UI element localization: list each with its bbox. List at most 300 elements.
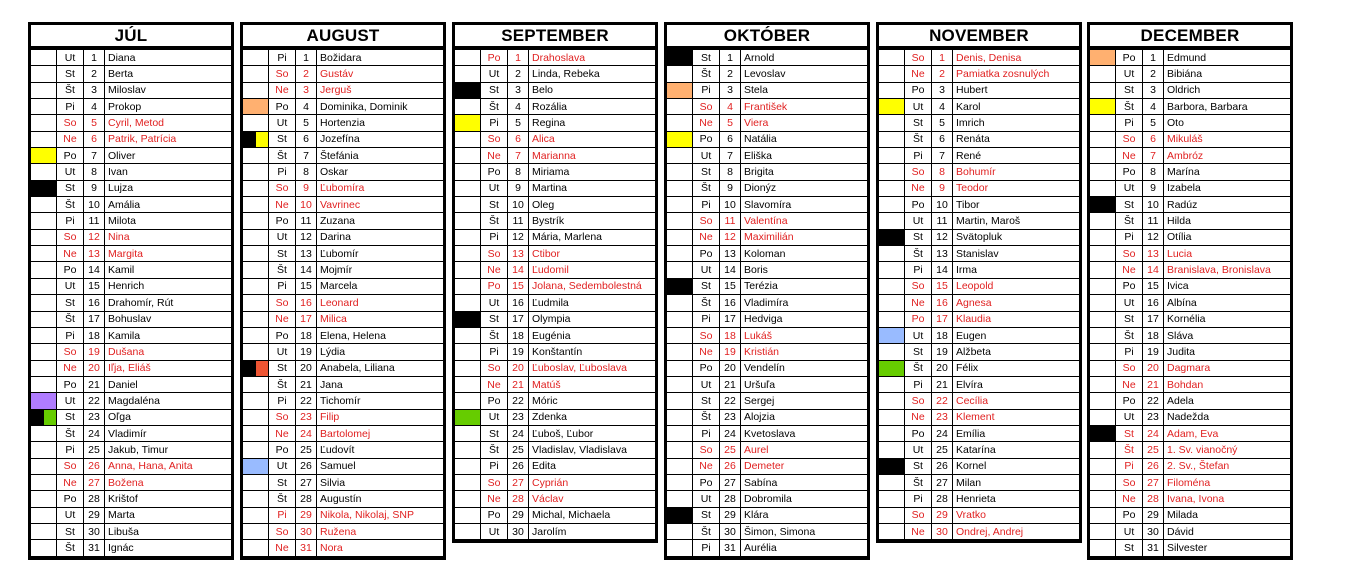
weekday: Ne [57,474,84,490]
day-number: 20 [1143,360,1164,376]
day-row [667,148,867,164]
month-days-table [31,49,231,557]
weekday: St [481,425,508,441]
day-number: 19 [1143,344,1164,360]
weekday: St [269,474,296,490]
nameday: Drahoslava [529,50,656,66]
nameday: Ľudmila [529,295,656,311]
day-row [31,115,231,131]
nameday: Klára [741,507,868,523]
nameday: Aurel [741,442,868,458]
nameday: Brigita [741,164,868,180]
day-row [667,540,867,556]
day-number: 4 [932,99,953,115]
weekday: Št [905,131,932,147]
nameday: Jana [317,376,444,392]
day-number: 25 [932,442,953,458]
day-row [243,540,443,556]
day-row [31,409,231,425]
month-2 [452,22,658,543]
day-number: 5 [296,115,317,131]
day-number: 10 [720,197,741,213]
nameday: Sergej [741,393,868,409]
day-row [667,213,867,229]
weekday: Ut [57,507,84,523]
nameday: Rozália [529,99,656,115]
day-number: 3 [720,82,741,98]
nameday: Uršuľa [741,376,868,392]
weekday: St [1116,425,1143,441]
nameday: Ivana, Ivona [1164,491,1291,507]
day-marker [879,148,905,164]
weekday: St [481,82,508,98]
day-row [1090,311,1290,327]
day-row [879,180,1079,196]
weekday: St [905,115,932,131]
day-number: 6 [1143,131,1164,147]
day-number: 7 [720,148,741,164]
day-marker [879,458,905,474]
day-row [31,523,231,539]
day-marker [455,99,481,115]
weekday: Ut [269,344,296,360]
nameday: Izabela [1164,180,1291,196]
weekday: Pi [693,540,720,556]
day-marker [879,66,905,82]
day-marker [667,409,693,425]
day-number: 2 [932,66,953,82]
day-number: 13 [296,246,317,262]
day-row [243,311,443,327]
day-row [1090,393,1290,409]
day-row [455,376,655,392]
weekday: Št [693,180,720,196]
day-number: 17 [1143,311,1164,327]
nameday: Cyprián [529,474,656,490]
nameday: Ľudomil [529,262,656,278]
day-marker [879,246,905,262]
marker-swatch [31,410,44,425]
nameday: Terézia [741,278,868,294]
weekday: Pi [481,115,508,131]
weekday: Ut [1116,180,1143,196]
day-marker [31,360,57,376]
day-row [455,327,655,343]
nameday: Vavrinec [317,197,444,213]
marker-swatch [667,83,692,98]
day-row [1090,213,1290,229]
weekday: Ne [269,197,296,213]
weekday: Po [1116,507,1143,523]
nameday: Belo [529,82,656,98]
day-number: 4 [508,99,529,115]
day-row [243,197,443,213]
day-number: 23 [720,409,741,425]
day-row [455,474,655,490]
day-number: 24 [84,425,105,441]
weekday: Pi [905,148,932,164]
nameday: Dominika, Dominik [317,99,444,115]
day-row [243,50,443,66]
day-row [1090,148,1290,164]
day-number: 3 [84,82,105,98]
day-marker [455,148,481,164]
day-row [31,442,231,458]
nameday: Nikola, Nikolaj, SNP [317,507,444,523]
day-number: 26 [932,458,953,474]
weekday: Po [57,148,84,164]
nameday: Oleg [529,197,656,213]
weekday: Ne [905,180,932,196]
day-marker [455,197,481,213]
day-marker [31,197,57,213]
weekday: Po [693,246,720,262]
weekday: Pi [269,50,296,66]
day-number: 19 [720,344,741,360]
day-number: 11 [84,213,105,229]
day-row [879,442,1079,458]
day-marker [455,164,481,180]
weekday: Po [481,164,508,180]
nameday: Jarolím [529,523,656,539]
day-marker [1090,278,1116,294]
nameday: Mikuláš [1164,131,1291,147]
day-marker [667,344,693,360]
weekday: Po [481,507,508,523]
day-row [1090,295,1290,311]
day-marker [667,425,693,441]
day-number: 27 [296,474,317,490]
day-number: 31 [84,540,105,556]
day-marker [667,311,693,327]
day-marker [455,278,481,294]
day-row [879,115,1079,131]
nameday: Tichomír [317,393,444,409]
nameday: Ľubomír [317,246,444,262]
day-marker [879,393,905,409]
day-number: 15 [296,278,317,294]
day-marker [667,148,693,164]
day-marker [31,409,57,425]
day-row [1090,344,1290,360]
weekday: Pi [693,425,720,441]
weekday: Št [481,213,508,229]
day-marker [243,148,269,164]
weekday: Št [57,197,84,213]
day-number: 26 [84,458,105,474]
weekday: St [57,523,84,539]
day-number: 14 [720,262,741,278]
day-number: 18 [1143,327,1164,343]
day-row [31,262,231,278]
day-marker [879,213,905,229]
day-number: 8 [296,164,317,180]
marker-swatch [879,328,904,343]
day-row [455,148,655,164]
day-marker [879,197,905,213]
marker-swatch [243,132,256,147]
day-marker [879,409,905,425]
marker-swatch [879,361,904,376]
day-marker [1090,229,1116,245]
day-marker [667,213,693,229]
day-marker [1090,50,1116,66]
day-row [1090,115,1290,131]
day-marker [243,442,269,458]
marker-swatch [667,132,692,147]
nameday: Leonard [317,295,444,311]
day-row [455,442,655,458]
day-marker [667,262,693,278]
nameday: Mojmír [317,262,444,278]
nameday: Renáta [953,131,1080,147]
weekday: St [1116,540,1143,556]
day-row [879,327,1079,343]
day-number: 14 [84,262,105,278]
day-marker [31,278,57,294]
day-row [31,360,231,376]
day-number: 30 [508,523,529,539]
day-marker [667,507,693,523]
day-marker [1090,409,1116,425]
marker-swatch [667,508,692,523]
nameday: Dobromila [741,491,868,507]
day-row [31,197,231,213]
day-row [243,115,443,131]
day-row [455,507,655,523]
day-number: 17 [84,311,105,327]
weekday: Pi [269,278,296,294]
nameday: Dušana [105,344,232,360]
nameday: Marína [1164,164,1291,180]
day-number: 22 [508,393,529,409]
nameday: Edmund [1164,50,1291,66]
nameday: Anabela, Liliana [317,360,444,376]
weekday: St [693,164,720,180]
day-number: 22 [1143,393,1164,409]
nameday: 2. Sv., Štefan [1164,458,1291,474]
day-marker [879,99,905,115]
month-1 [240,22,446,560]
nameday: Martina [529,180,656,196]
weekday: Ut [1116,523,1143,539]
day-number: 3 [932,82,953,98]
day-marker [667,164,693,180]
day-row [455,311,655,327]
day-marker [455,442,481,458]
day-number: 12 [1143,229,1164,245]
weekday: Ut [905,442,932,458]
day-number: 8 [1143,164,1164,180]
day-marker [879,295,905,311]
day-row [243,66,443,82]
day-number: 28 [508,491,529,507]
day-marker [455,82,481,98]
day-marker [1090,246,1116,262]
marker-swatch [31,393,56,408]
day-number: 29 [84,507,105,523]
day-number: 18 [296,327,317,343]
day-row [455,491,655,507]
nameday: Silvia [317,474,444,490]
nameday: Judita [1164,344,1291,360]
day-number: 30 [1143,523,1164,539]
nameday: Martin, Maroš [953,213,1080,229]
day-row [31,50,231,66]
day-row [1090,131,1290,147]
day-number: 16 [84,295,105,311]
day-row [31,278,231,294]
weekday: Št [693,295,720,311]
day-marker [455,246,481,262]
nameday: Eugen [953,327,1080,343]
day-number: 16 [1143,295,1164,311]
weekday: Ut [1116,409,1143,425]
day-marker [31,344,57,360]
day-marker [243,507,269,523]
day-number: 24 [1143,425,1164,441]
day-number: 12 [720,229,741,245]
day-number: 20 [84,360,105,376]
nameday: Jolana, Sedembolestná [529,278,656,294]
day-marker [31,311,57,327]
day-marker [31,458,57,474]
day-marker [31,474,57,490]
day-row [879,311,1079,327]
day-number: 17 [720,311,741,327]
weekday: Št [693,66,720,82]
weekday: Št [905,360,932,376]
day-marker [1090,295,1116,311]
day-number: 7 [84,148,105,164]
day-marker [1090,82,1116,98]
nameday: Ľudovít [317,442,444,458]
day-number: 25 [508,442,529,458]
nameday: Klaudia [953,311,1080,327]
day-number: 13 [720,246,741,262]
day-marker [879,229,905,245]
day-row [31,164,231,180]
day-marker [667,458,693,474]
day-number: 21 [296,376,317,392]
weekday: Ne [693,344,720,360]
weekday: Po [905,197,932,213]
nameday: Albína [1164,295,1291,311]
day-row [243,458,443,474]
day-number: 10 [84,197,105,213]
nameday: Ľubomíra [317,180,444,196]
day-marker [1090,115,1116,131]
nameday: Aurélia [741,540,868,556]
nameday: Dagmara [1164,360,1291,376]
day-row [243,180,443,196]
weekday: Po [905,425,932,441]
nameday: Oliver [105,148,232,164]
weekday: Po [269,327,296,343]
day-marker [455,393,481,409]
day-marker [879,491,905,507]
day-row [31,295,231,311]
day-number: 9 [296,180,317,196]
day-row [667,262,867,278]
day-marker [1090,458,1116,474]
weekday: St [905,344,932,360]
day-number: 3 [1143,82,1164,98]
day-marker [879,82,905,98]
day-marker [455,213,481,229]
month-title: AUGUST [243,25,443,49]
nameday: Demeter [741,458,868,474]
day-row [455,131,655,147]
nameday: Kristián [741,344,868,360]
weekday: St [57,180,84,196]
day-row [1090,540,1290,556]
day-number: 21 [720,376,741,392]
day-marker [243,491,269,507]
weekday: So [693,213,720,229]
day-number: 18 [508,327,529,343]
nameday: Jakub, Timur [105,442,232,458]
day-number: 20 [720,360,741,376]
day-row [455,115,655,131]
marker-swatch [1090,197,1115,212]
weekday: Ut [57,164,84,180]
day-marker [243,262,269,278]
day-marker [243,311,269,327]
nameday: Valentína [741,213,868,229]
nameday: Prokop [105,99,232,115]
nameday: Bibiána [1164,66,1291,82]
weekday: St [269,131,296,147]
nameday: Hedviga [741,311,868,327]
day-row [667,131,867,147]
weekday: So [693,327,720,343]
marker-swatch [31,181,56,196]
day-marker [455,344,481,360]
day-number: 27 [720,474,741,490]
nameday: Vladimíra [741,295,868,311]
day-number: 22 [932,393,953,409]
day-number: 7 [1143,148,1164,164]
nameday: Marianna [529,148,656,164]
marker-swatch [1090,426,1115,441]
day-marker [455,262,481,278]
day-row [1090,246,1290,262]
day-number: 20 [296,360,317,376]
day-number: 17 [508,311,529,327]
weekday: Po [481,278,508,294]
day-row [243,295,443,311]
day-number: 1 [720,50,741,66]
nameday: Margita [105,246,232,262]
weekday: Št [1116,99,1143,115]
day-number: 19 [508,344,529,360]
nameday: Ambróz [1164,148,1291,164]
day-number: 21 [84,376,105,392]
weekday: Po [693,131,720,147]
day-number: 6 [296,131,317,147]
day-marker [1090,180,1116,196]
day-marker [667,99,693,115]
day-marker [879,360,905,376]
day-marker [243,425,269,441]
nameday: Ctibor [529,246,656,262]
nameday: Adam, Eva [1164,425,1291,441]
day-number: 11 [508,213,529,229]
day-number: 17 [296,311,317,327]
weekday: Pi [905,262,932,278]
day-marker [667,246,693,262]
